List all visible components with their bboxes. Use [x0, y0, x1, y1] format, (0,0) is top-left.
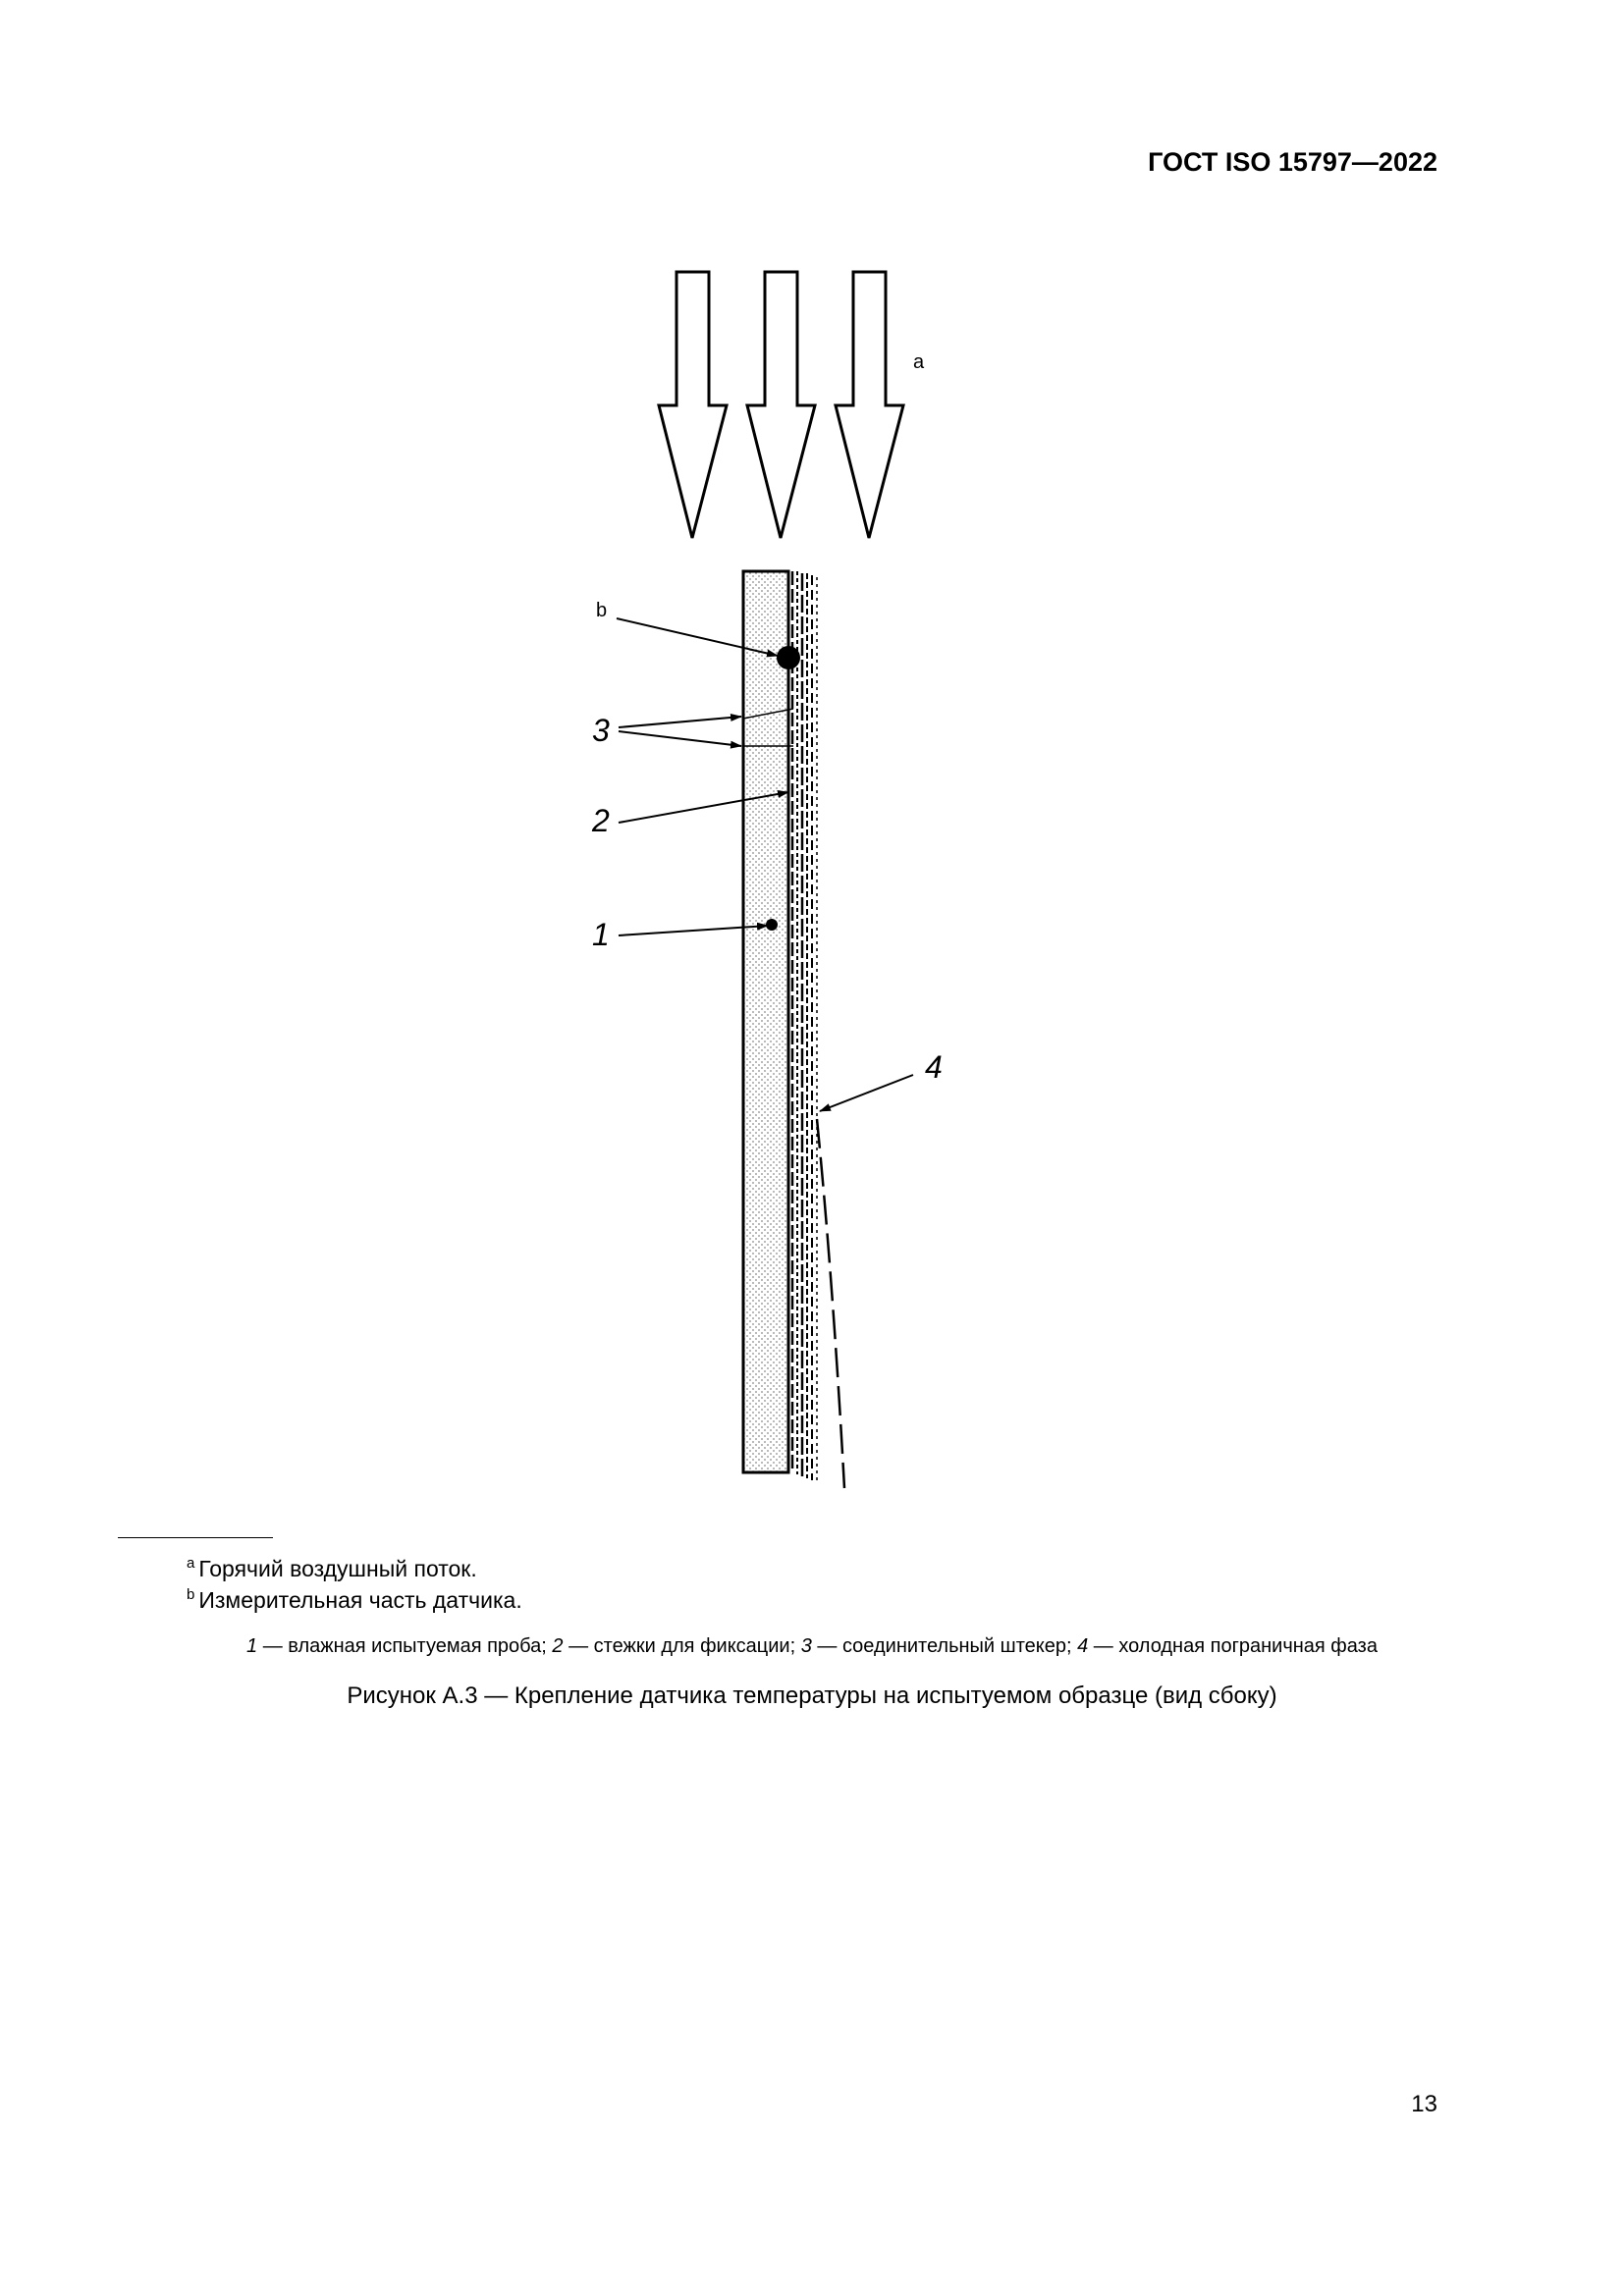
cold-boundary-phase-line — [817, 1119, 844, 1488]
legend-num-3: 3 — [800, 1635, 812, 1657]
specimen-dot — [766, 919, 778, 931]
figure-legend — [0, 1635, 1624, 1658]
legend-text-1: — влажная испытуемая проба; — [257, 1635, 553, 1657]
legend-num-2: 2 — [552, 1635, 564, 1657]
air-flow-arrow-2 — [747, 272, 815, 538]
footnote-marker-a: a — [913, 351, 925, 373]
footnote-separator — [118, 1537, 273, 1538]
label-3: 3 — [592, 713, 610, 748]
legend-text-4: — холодная пограничная фаза — [1088, 1635, 1378, 1657]
page-number: 13 — [1411, 2091, 1437, 2117]
legend-text-2: — стежки для фиксации; — [563, 1635, 801, 1657]
fixing-stitches — [792, 571, 817, 1482]
sensor-measuring-part — [777, 646, 800, 669]
label-1: 1 — [592, 917, 610, 952]
air-flow-arrows — [659, 272, 903, 538]
legend-text-3: — соединительный штекер; — [811, 1635, 1078, 1657]
air-flow-arrow-1 — [659, 272, 727, 538]
footnote-b-mark: b — [187, 1586, 195, 1603]
footnote-b — [187, 1586, 522, 1614]
label-2: 2 — [592, 803, 610, 838]
legend-num-4: 4 — [1077, 1635, 1089, 1657]
footnote-a-text: Горячий воздушный поток. — [198, 1556, 477, 1581]
footnote-marker-b: b — [596, 600, 608, 621]
label-4: 4 — [925, 1049, 943, 1085]
figure-caption: Рисунок А.3 — Крепление датчика температуры на испытуемом образце (вид сбоку) — [347, 1682, 1277, 1709]
document-header: ГОСТ ISO 15797—2022 — [1148, 147, 1437, 177]
footnote-a-mark: a — [187, 1555, 195, 1572]
legend-num-1: 1 — [246, 1635, 258, 1657]
air-flow-arrow-3 — [836, 272, 903, 538]
footnote-a — [187, 1555, 477, 1582]
test-specimen — [743, 571, 788, 1472]
footnote-b-text: Измерительная часть датчика. — [198, 1587, 522, 1613]
